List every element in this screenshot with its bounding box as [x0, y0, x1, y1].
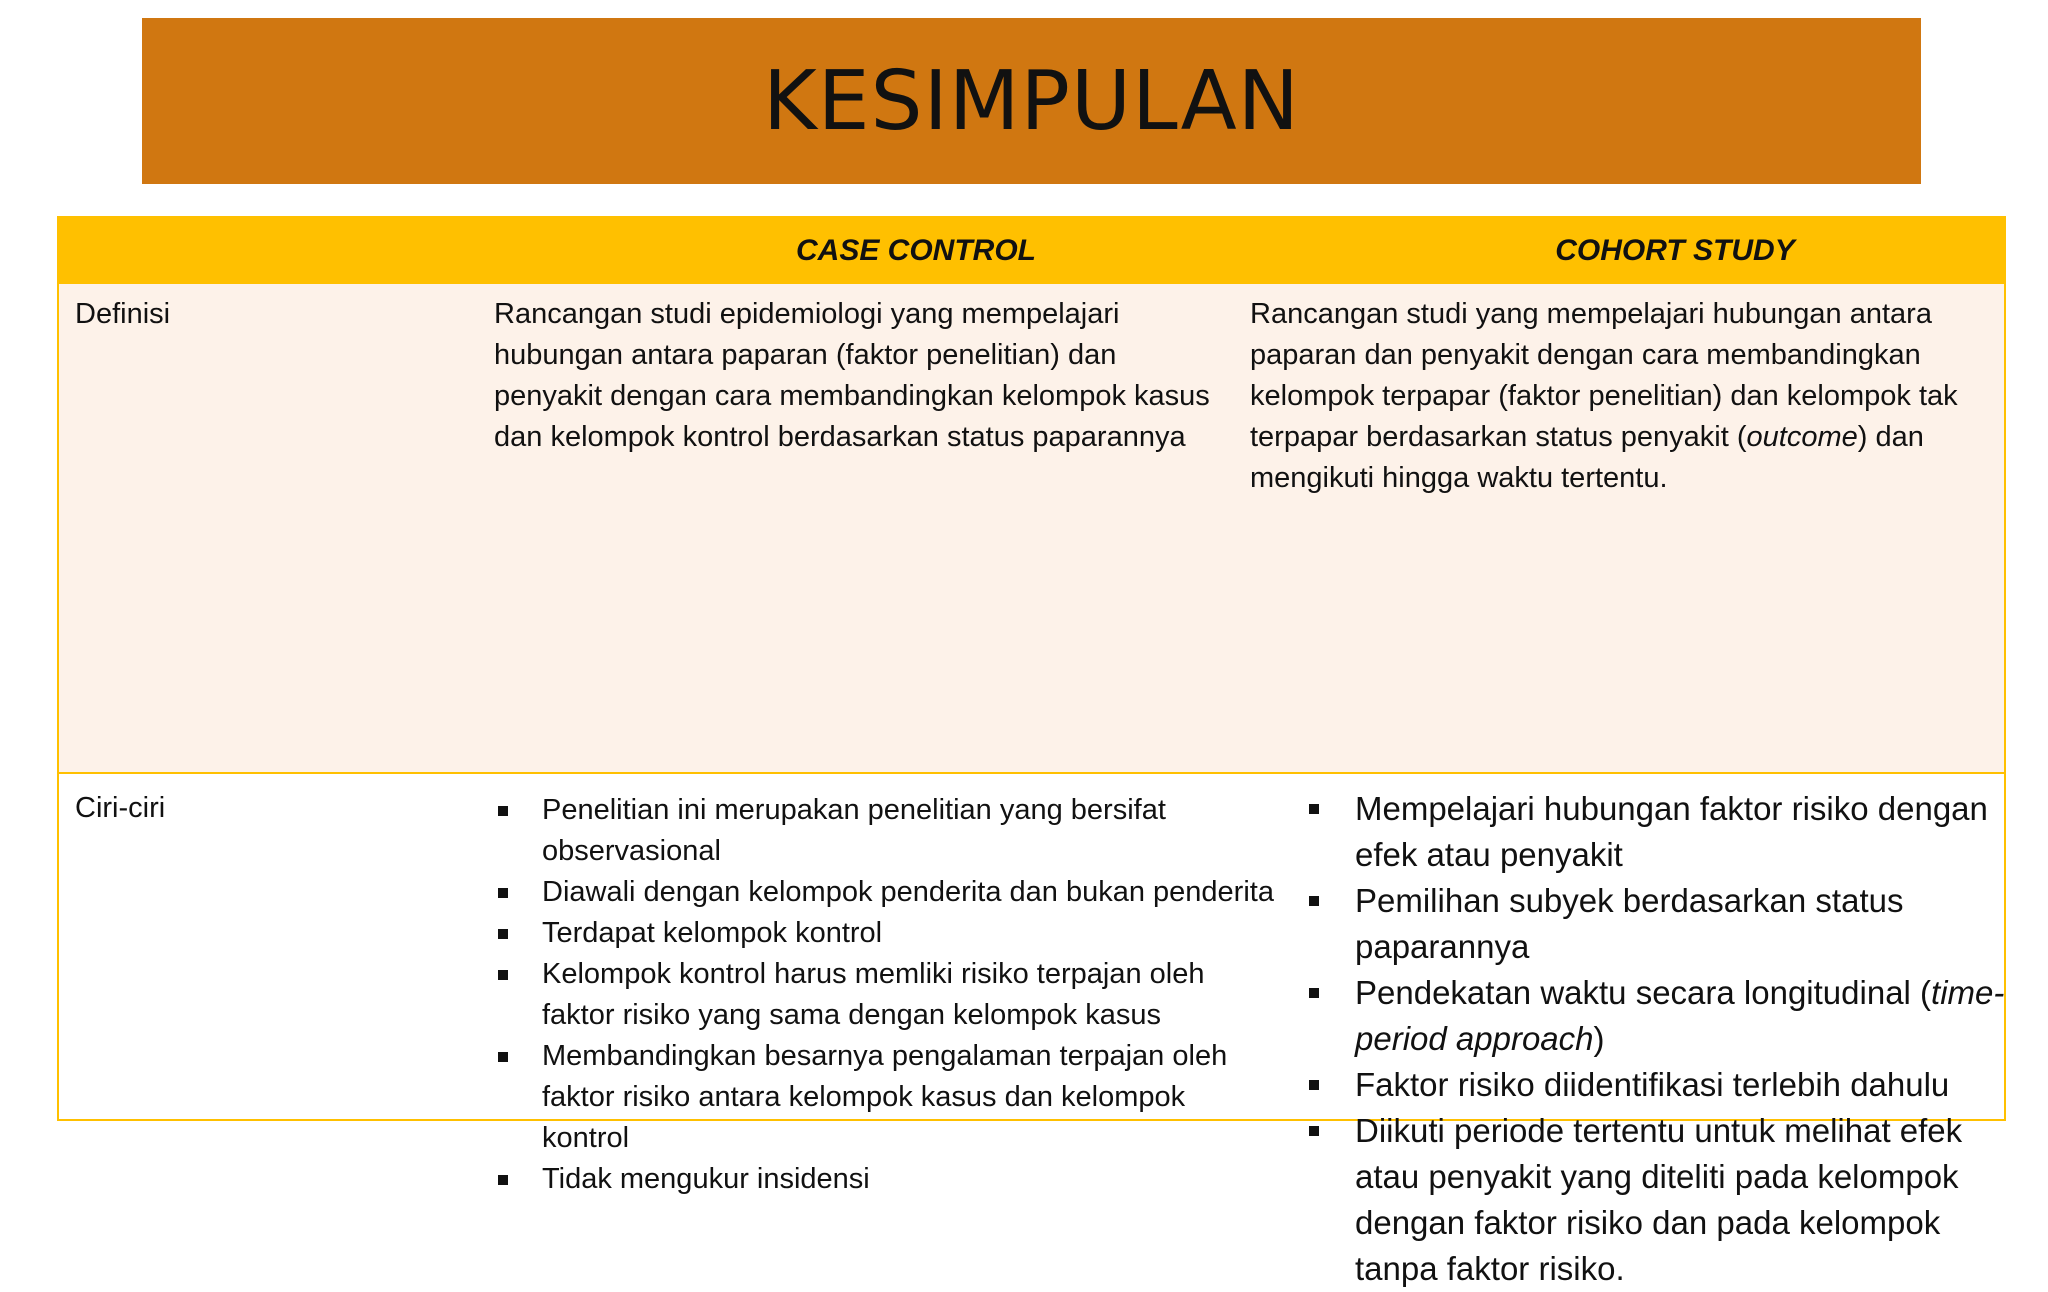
title-banner — [142, 18, 1921, 184]
header-case-control: CASE CONTROL — [796, 234, 1036, 267]
list-item: Diawali dengan kelompok penderita dan bukan penderita — [494, 872, 1274, 913]
definisi-case-control: Rancangan studi epidemiologi yang mempelajari hubungan antara paparan (faktor penelitian) dan penyakit dengan cara membandingkan kelompok kasus dan kelompok kontrol berdasarkan status paparannya — [494, 298, 1210, 453]
square-bullet-icon — [1309, 804, 1319, 814]
row-label-ciri-ciri: Ciri-ciri — [75, 792, 166, 824]
table-header-row — [59, 218, 2004, 284]
square-bullet-icon — [498, 806, 508, 816]
list-item: Faktor risiko diidentifikasi terlebih dahulu — [1307, 1062, 2007, 1108]
list-item: Mempelajari hubungan faktor risiko dengan efek atau penyakit — [1307, 786, 2007, 878]
square-bullet-icon — [1309, 988, 1319, 998]
square-bullet-icon — [498, 888, 508, 898]
list-item: Tidak mengukur insidensi — [494, 1159, 1274, 1200]
square-bullet-icon — [498, 1052, 508, 1062]
definisi-cohort-text-1: Rancangan studi yang mempelajari hubungan antara paparan dan penyakit dengan cara membandingkan kelompok terpapar (faktor penelitian) dan kelompok tak terpapar berdasarkan status penyakit ( — [1250, 298, 1958, 453]
square-bullet-icon — [1309, 896, 1319, 906]
list-item: Membandingkan besarnya pengalaman terpajan oleh faktor risiko antara kelompok kasus dan kelompok kontrol — [494, 1036, 1274, 1159]
table-row-ciri-ciri — [59, 774, 2005, 1287]
header-cohort-study: COHORT STUDY — [1555, 234, 1795, 267]
list-item: Terdapat kelompok kontrol — [494, 913, 1274, 954]
comparison-table — [57, 216, 2006, 1287]
slide-title: KESIMPULAN — [762, 53, 1301, 149]
square-bullet-icon — [498, 970, 508, 980]
square-bullet-icon — [1309, 1080, 1319, 1090]
definisi-cohort-italic: outcome — [1746, 421, 1858, 453]
list-item: Penelitian ini merupakan penelitian yang bersifat observasional — [494, 790, 1274, 872]
list-item: Pendekatan waktu secara longitudinal (time-period approach) — [1307, 970, 2007, 1062]
definisi-cohort-text-2: ) dan mengikuti hingga waktu tertentu. — [1250, 421, 1924, 494]
square-bullet-icon — [498, 1175, 508, 1185]
ciri-case-control-list — [494, 790, 1274, 1200]
ciri-cohort-study-list — [1307, 786, 2007, 1292]
definisi-cohort-study — [1250, 294, 2000, 499]
list-item: Diikuti periode tertentu untuk melihat efek atau penyakit yang diteliti pada kelompok dengan faktor risiko dan pada kelompok tanpa faktor risiko. — [1307, 1108, 2007, 1292]
list-item: Kelompok kontrol harus memliki risiko terpajan oleh faktor risiko yang sama dengan kelompok kasus — [494, 954, 1274, 1036]
square-bullet-icon — [1309, 1126, 1319, 1136]
list-item: Pemilihan subyek berdasarkan status paparannya — [1307, 878, 2007, 970]
square-bullet-icon — [498, 929, 508, 939]
table-row-definisi — [59, 284, 2004, 774]
row-label-definisi: Definisi — [75, 298, 171, 330]
